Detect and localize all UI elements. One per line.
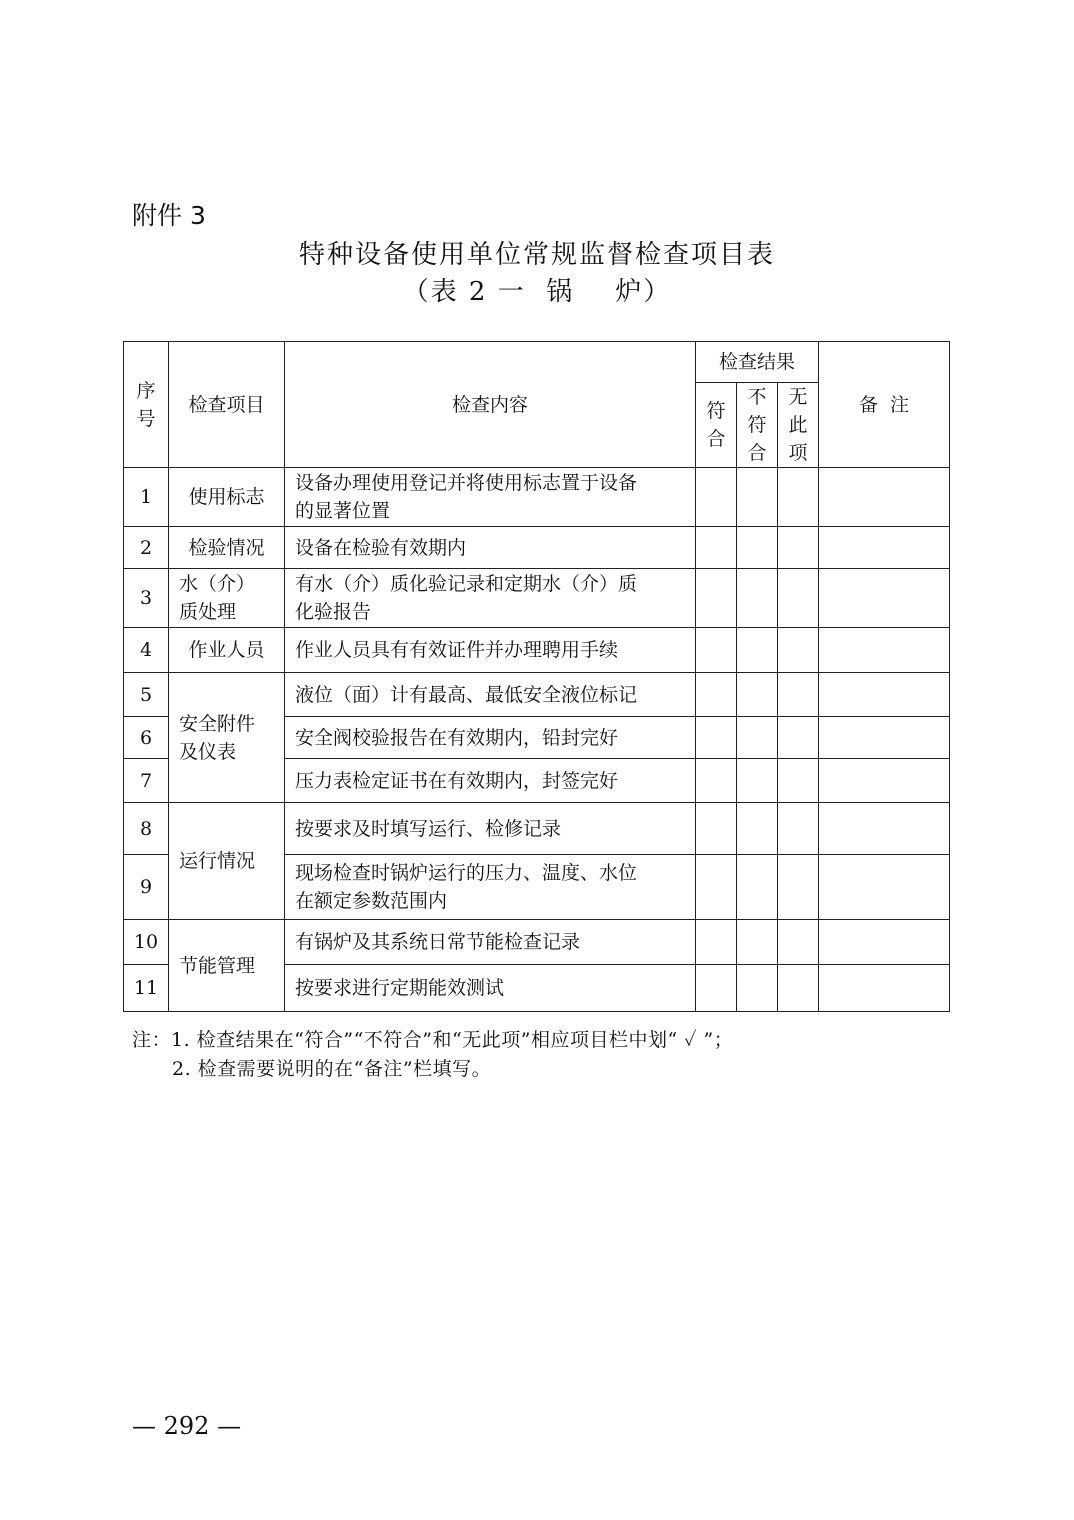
table-row: 7 压力表检定证书在有效期内，封签完好 <box>124 759 950 803</box>
result-na-cell[interactable] <box>778 855 819 920</box>
document-title: 特种设备使用单位常规监督检查项目表 <box>298 240 775 270</box>
result-na-cell[interactable] <box>778 569 819 628</box>
group-energy-saving: 节能管理 <box>169 920 285 1012</box>
header-result-na: 无 此 项 <box>778 383 819 468</box>
table-row: 10 节能管理 有锅炉及其系统日常节能检查记录 <box>124 920 950 965</box>
result-fail-cell[interactable] <box>737 673 778 717</box>
table-row: 6 安全阀校验报告在有效期内，铅封完好 <box>124 717 950 759</box>
annex-label: 附件 3 <box>132 201 206 230</box>
table-row: 2 检验情况 设备在检验有效期内 <box>124 527 950 569</box>
result-pass-cell[interactable] <box>696 803 737 855</box>
result-na-cell[interactable] <box>778 759 819 803</box>
table-row: 8 运行情况 按要求及时填写运行、检修记录 <box>124 803 950 855</box>
header-result-fail: 不 符 合 <box>737 383 778 468</box>
result-pass-cell[interactable] <box>696 468 737 527</box>
result-pass-cell[interactable] <box>696 569 737 628</box>
result-fail-cell[interactable] <box>737 628 778 673</box>
result-na-cell[interactable] <box>778 527 819 569</box>
result-pass-cell[interactable] <box>696 673 737 717</box>
result-pass-cell[interactable] <box>696 628 737 673</box>
header-content: 检查内容 <box>285 342 696 468</box>
remark-cell[interactable] <box>819 920 950 965</box>
table-row: 5 安全附件 及仪表 液位（面）计有最高、最低安全液位标记 <box>124 673 950 717</box>
result-na-cell[interactable] <box>778 628 819 673</box>
remark-cell[interactable] <box>819 569 950 628</box>
result-fail-cell[interactable] <box>737 965 778 1012</box>
note-line-2: 2. 检查需要说明的在“备注”栏填写。 <box>172 1058 492 1080</box>
result-pass-cell[interactable] <box>696 855 737 920</box>
result-pass-cell[interactable] <box>696 920 737 965</box>
table-row: 11 按要求进行定期能效测试 <box>124 965 950 1012</box>
result-fail-cell[interactable] <box>737 920 778 965</box>
group-operation: 运行情况 <box>169 803 285 920</box>
result-na-cell[interactable] <box>778 468 819 527</box>
result-na-cell[interactable] <box>778 803 819 855</box>
result-pass-cell[interactable] <box>696 965 737 1012</box>
result-na-cell[interactable] <box>778 920 819 965</box>
remark-cell[interactable] <box>819 803 950 855</box>
table-row: 9 现场检查时锅炉运行的压力、温度、水位 在额定参数范围内 <box>124 855 950 920</box>
result-fail-cell[interactable] <box>737 569 778 628</box>
result-pass-cell[interactable] <box>696 527 737 569</box>
result-na-cell[interactable] <box>778 965 819 1012</box>
result-fail-cell[interactable] <box>737 717 778 759</box>
remark-cell[interactable] <box>819 855 950 920</box>
remark-cell[interactable] <box>819 673 950 717</box>
result-pass-cell[interactable] <box>696 759 737 803</box>
document-subtitle: （表 2 一 锅 炉） <box>402 277 672 307</box>
remark-cell[interactable] <box>819 965 950 1012</box>
remark-cell[interactable] <box>819 468 950 527</box>
remark-cell[interactable] <box>819 759 950 803</box>
page-number: — 292 — <box>132 1412 242 1440</box>
result-fail-cell[interactable] <box>737 855 778 920</box>
header-result: 检查结果 <box>696 342 819 383</box>
result-na-cell[interactable] <box>778 717 819 759</box>
result-fail-cell[interactable] <box>737 803 778 855</box>
table-row: 4 作业人员 作业人员具有有效证件并办理聘用手续 <box>124 628 950 673</box>
inspection-table <box>123 341 950 1012</box>
table-row: 3 水（介） 质处理 有水（介）质化验记录和定期水（介）质 化验报告 <box>124 569 950 628</box>
header-item: 检查项目 <box>169 342 285 468</box>
table-row: 1 使用标志 设备办理使用登记并将使用标志置于设备 的显著位置 <box>124 468 950 527</box>
result-fail-cell[interactable] <box>737 527 778 569</box>
remark-cell[interactable] <box>819 628 950 673</box>
header-remark: 备 注 <box>819 342 950 468</box>
note-line-1: 注：1. 检查结果在“符合”“不符合”和“无此项”相应项目栏中划“ ✓ ”； <box>132 1029 734 1051</box>
result-pass-cell[interactable] <box>696 717 737 759</box>
result-fail-cell[interactable] <box>737 468 778 527</box>
header-result-pass: 符 合 <box>696 383 737 468</box>
result-na-cell[interactable] <box>778 673 819 717</box>
result-fail-cell[interactable] <box>737 759 778 803</box>
group-safety-accessories: 安全附件 及仪表 <box>169 673 285 803</box>
header-seq: 序 号 <box>124 342 169 468</box>
remark-cell[interactable] <box>819 717 950 759</box>
remark-cell[interactable] <box>819 527 950 569</box>
